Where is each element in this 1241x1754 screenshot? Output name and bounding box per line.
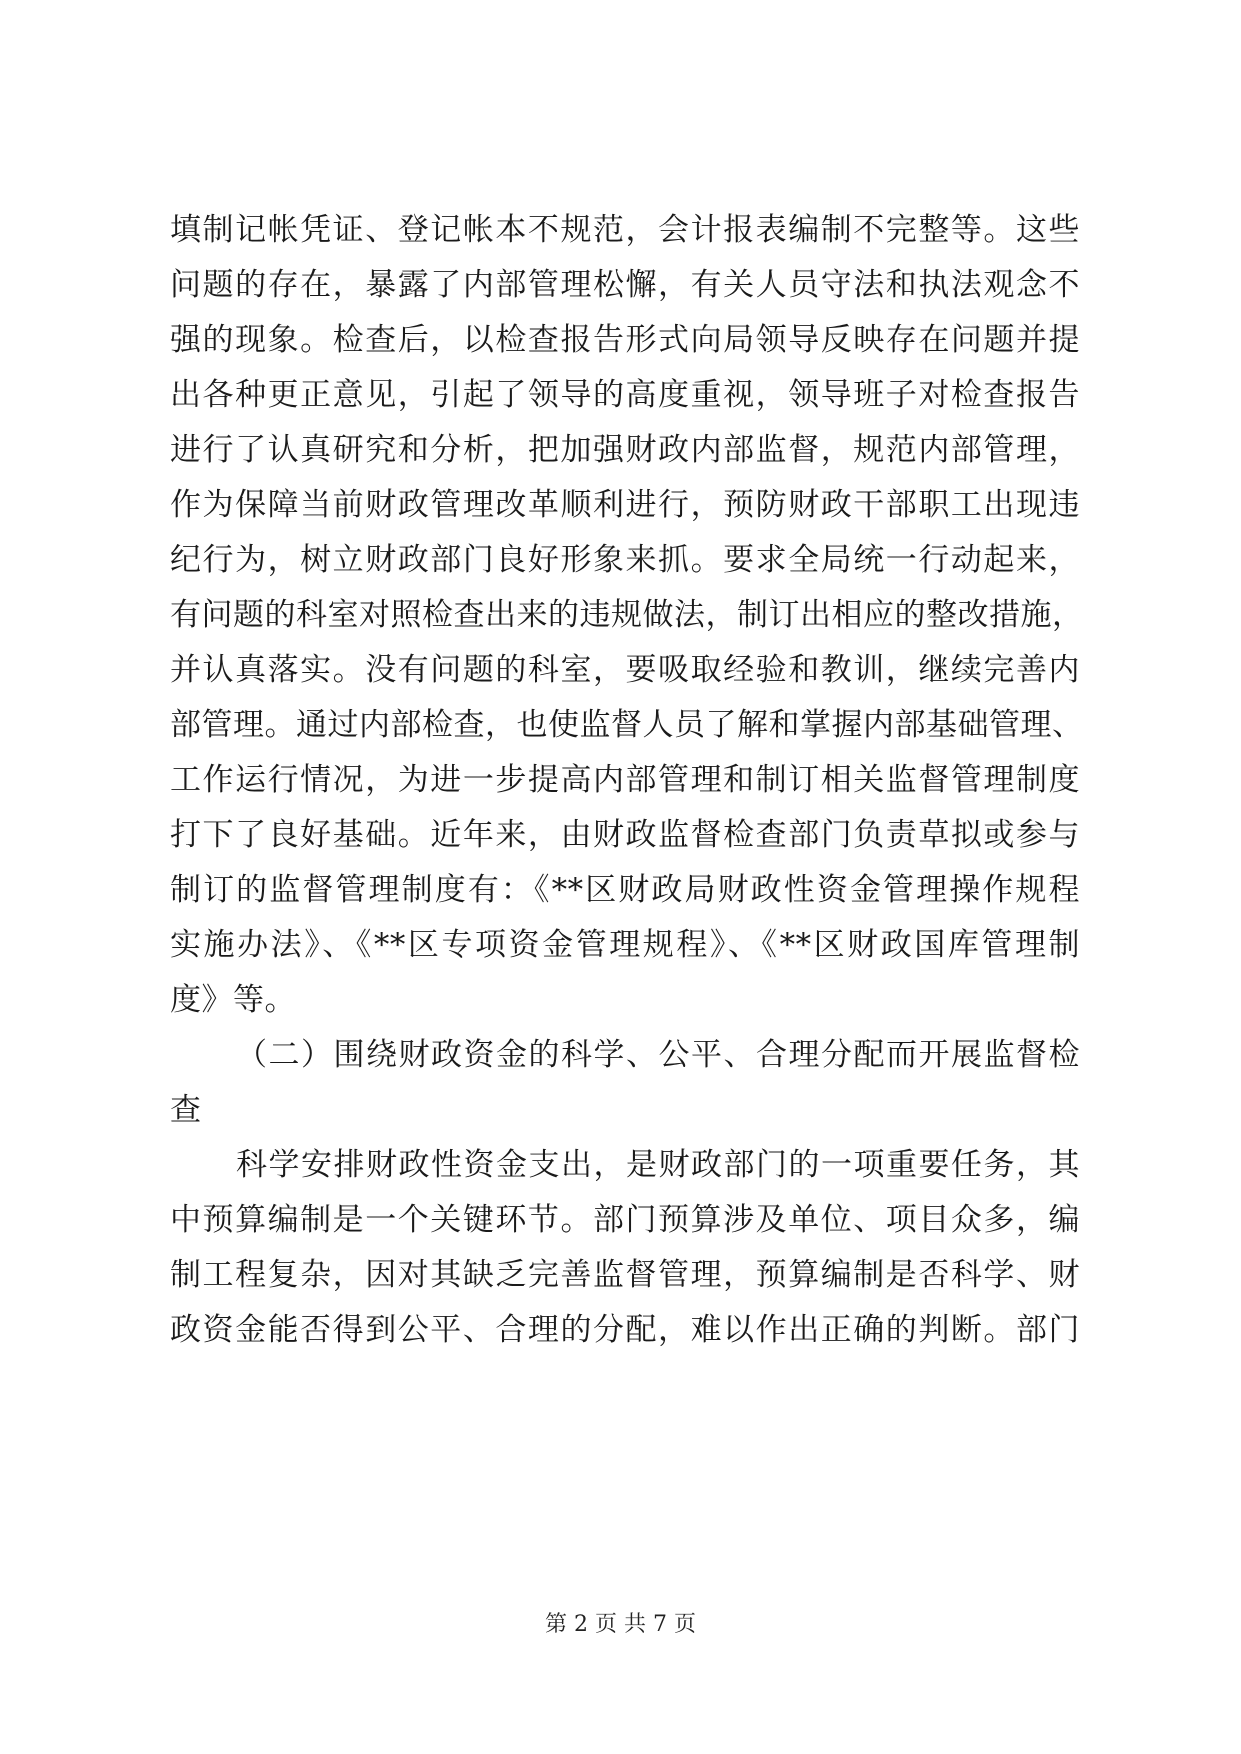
section-heading-line: （二）围绕财政资金的科学、公平、合理分配而开展监督检	[236, 1037, 1080, 1073]
paragraph-line: 强的现象。检查后，以检查报告形式向局领导反映存在问题并提	[170, 322, 1080, 358]
paragraph-line: 填制记帐凭证、登记帐本不规范，会计报表编制不完整等。这些	[170, 212, 1080, 248]
section-heading-line: 查	[170, 1092, 202, 1128]
paragraph-line: 科学安排财政性资金支出，是财政部门的一项重要任务，其	[236, 1147, 1080, 1183]
paragraph-line: 打下了良好基础。近年来，由财政监督检查部门负责草拟或参与	[170, 817, 1080, 853]
paragraph-line: 制工程复杂，因对其缺乏完善监督管理，预算编制是否科学、财	[170, 1257, 1080, 1293]
paragraph-line: 中预算编制是一个关键环节。部门预算涉及单位、项目众多，编	[170, 1202, 1080, 1238]
paragraph-line: 实施办法》、《**区专项资金管理规程》、《**区财政国库管理制	[170, 927, 1080, 963]
paragraph-line: 制订的监督管理制度有：《**区财政局财政性资金管理操作规程	[170, 872, 1080, 908]
paragraph-line: 政资金能否得到公平、合理的分配，难以作出正确的判断。部门	[170, 1312, 1080, 1348]
paragraph-line: 纪行为，树立财政部门良好形象来抓。要求全局统一行动起来，	[170, 542, 1080, 578]
paragraph-line: 度》等。	[170, 982, 296, 1018]
paragraph-line: 进行了认真研究和分析，把加强财政内部监督，规范内部管理，	[170, 432, 1080, 468]
paragraph-line: 问题的存在，暴露了内部管理松懈，有关人员守法和执法观念不	[170, 267, 1080, 303]
paragraph-line: 工作运行情况，为进一步提高内部管理和制订相关监督管理制度	[170, 762, 1080, 798]
paragraph-line: 并认真落实。没有问题的科室，要吸取经验和教训，继续完善内	[170, 652, 1080, 688]
paragraph-line: 部管理。通过内部检查，也使监督人员了解和掌握内部基础管理、	[170, 707, 1084, 743]
paragraph-line: 有问题的科室对照检查出来的违规做法，制订出相应的整改措施，	[170, 597, 1084, 633]
paragraph-line: 作为保障当前财政管理改革顺利进行，预防财政干部职工出现违	[170, 487, 1080, 523]
paragraph-line: 出各种更正意见，引起了领导的高度重视，领导班子对检查报告	[170, 377, 1080, 413]
page-number-footer: 第 2 页 共 7 页	[545, 1612, 696, 1637]
